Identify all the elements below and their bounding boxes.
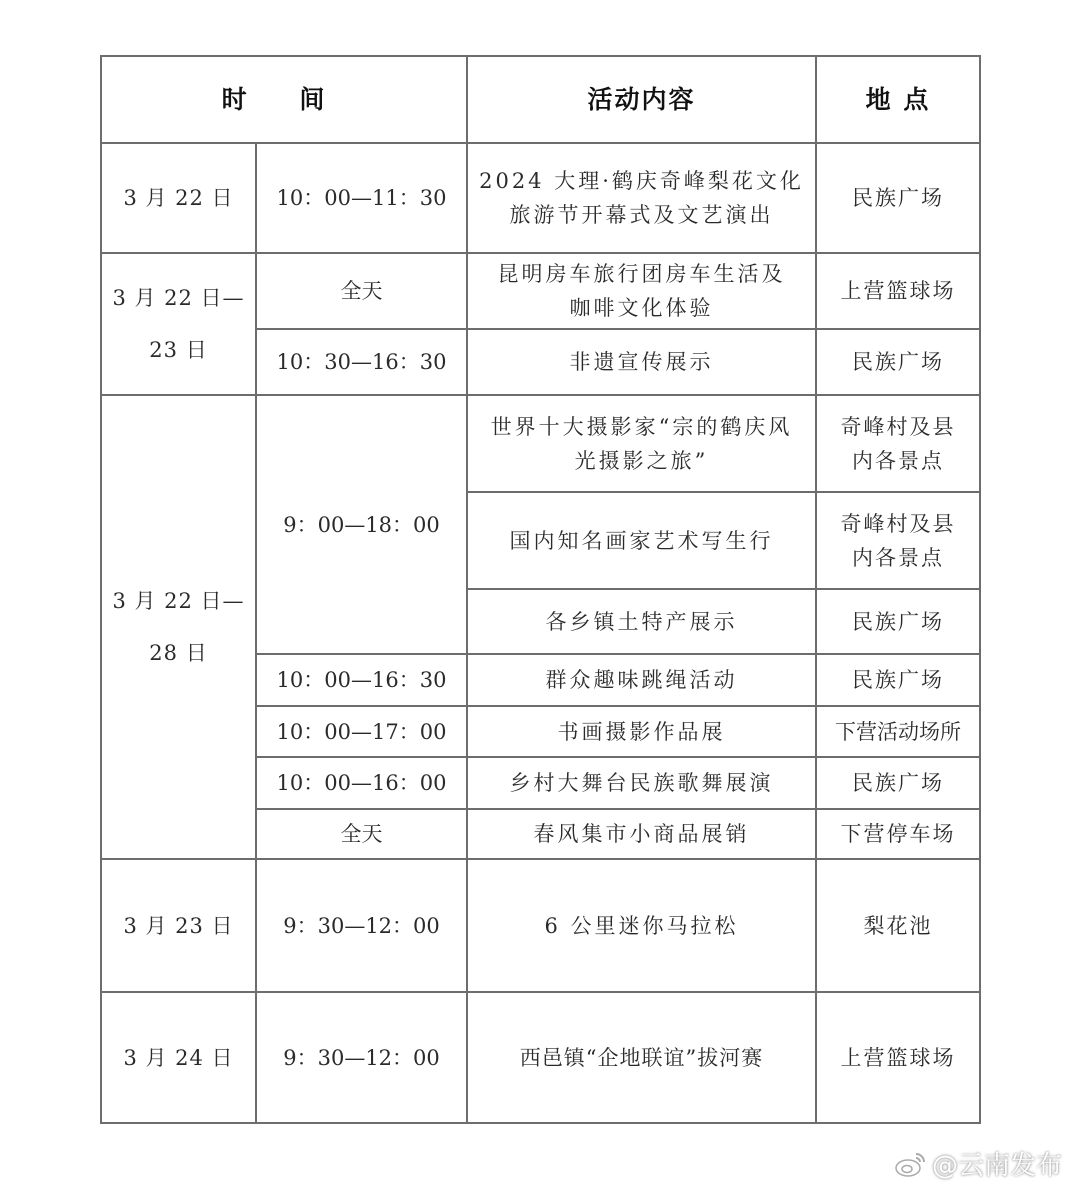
location-line: 奇峰村及县 — [840, 511, 956, 536]
activity-cell: 春风集市小商品展销 — [467, 809, 816, 859]
table-row — [101, 143, 980, 253]
time-cell: 10：00—11：30 — [256, 143, 467, 253]
activity-cell: 6 公里迷你马拉松 — [467, 859, 816, 992]
activity-cell: 国内知名画家艺术写生行 — [467, 492, 816, 589]
activity-line: 2024 大理·鹤庆奇峰梨花文化 — [479, 169, 804, 193]
location-cell: 梨花池 — [816, 859, 980, 992]
activity-cell — [467, 143, 816, 253]
location-line: 奇峰村及县 — [840, 414, 956, 439]
location-cell: 上营篮球场 — [816, 992, 980, 1123]
date-cell: 3 月 24 日 — [101, 992, 256, 1123]
time-cell: 10：30—16：30 — [256, 329, 467, 395]
location-cell: 下营活动场所 — [816, 706, 980, 757]
activity-line: 光摄影之旅” — [574, 448, 709, 473]
activity-line: 昆明房车旅行团房车生活及 — [497, 262, 786, 286]
location-cell: 下营停车场 — [816, 809, 980, 859]
table-row — [101, 859, 980, 992]
location-line: 内各景点 — [852, 448, 944, 473]
header-row — [101, 56, 980, 143]
activity-cell: 非遗宣传展示 — [467, 329, 816, 395]
activity-line: 咖啡文化体验 — [569, 296, 714, 320]
header-location: 地 点 — [816, 56, 980, 143]
time-cell: 10：00—16：30 — [256, 654, 467, 706]
date-cell: 3 月 22 日 — [101, 143, 256, 253]
activity-line: 旅游节开幕式及文艺演出 — [509, 203, 774, 227]
table-row — [101, 253, 980, 329]
location-cell — [816, 395, 980, 492]
activity-cell: 各乡镇土特产展示 — [467, 589, 816, 654]
time-cell: 9：30—12：00 — [256, 859, 467, 992]
header-activity: 活动内容 — [467, 56, 816, 143]
event-schedule-table — [100, 55, 981, 1124]
date-line: 3 月 22 日— — [112, 286, 245, 310]
activity-cell — [467, 253, 816, 329]
date-cell — [101, 395, 256, 859]
time-cell: 9：30—12：00 — [256, 992, 467, 1123]
table-row — [101, 992, 980, 1123]
activity-line: 世界十大摄影家“宗的鹤庆风 — [490, 414, 793, 439]
date-cell: 3 月 23 日 — [101, 859, 256, 992]
activity-cell: 群众趣味跳绳活动 — [467, 654, 816, 706]
location-cell: 上营篮球场 — [816, 253, 980, 329]
location-line: 内各景点 — [852, 545, 944, 570]
date-line: 3 月 22 日— — [112, 589, 245, 613]
time-cell: 全天 — [256, 809, 467, 859]
date-line: 28 日 — [149, 641, 208, 665]
location-cell: 民族广场 — [816, 329, 980, 395]
date-cell — [101, 253, 256, 395]
activity-cell: 书画摄影作品展 — [467, 706, 816, 757]
time-cell: 9：00—18：00 — [256, 395, 467, 654]
table-row — [101, 395, 980, 492]
activity-cell: 乡村大舞台民族歌舞展演 — [467, 757, 816, 809]
activity-cell — [467, 395, 816, 492]
header-time: 时 间 — [101, 56, 467, 143]
location-cell: 民族广场 — [816, 757, 980, 809]
time-cell: 10：00—16：00 — [256, 757, 467, 809]
location-cell: 民族广场 — [816, 654, 980, 706]
date-line: 23 日 — [149, 338, 208, 362]
watermark-text: @云南发布 — [931, 1151, 1062, 1181]
location-cell — [816, 492, 980, 589]
location-cell: 民族广场 — [816, 143, 980, 253]
activity-cell: 西邑镇“企地联谊”拔河赛 — [467, 992, 816, 1123]
weibo-icon — [894, 1150, 928, 1178]
location-cell: 民族广场 — [816, 589, 980, 654]
watermark — [894, 1145, 1062, 1182]
time-cell: 全天 — [256, 253, 467, 329]
time-cell: 10：00—17：00 — [256, 706, 467, 757]
